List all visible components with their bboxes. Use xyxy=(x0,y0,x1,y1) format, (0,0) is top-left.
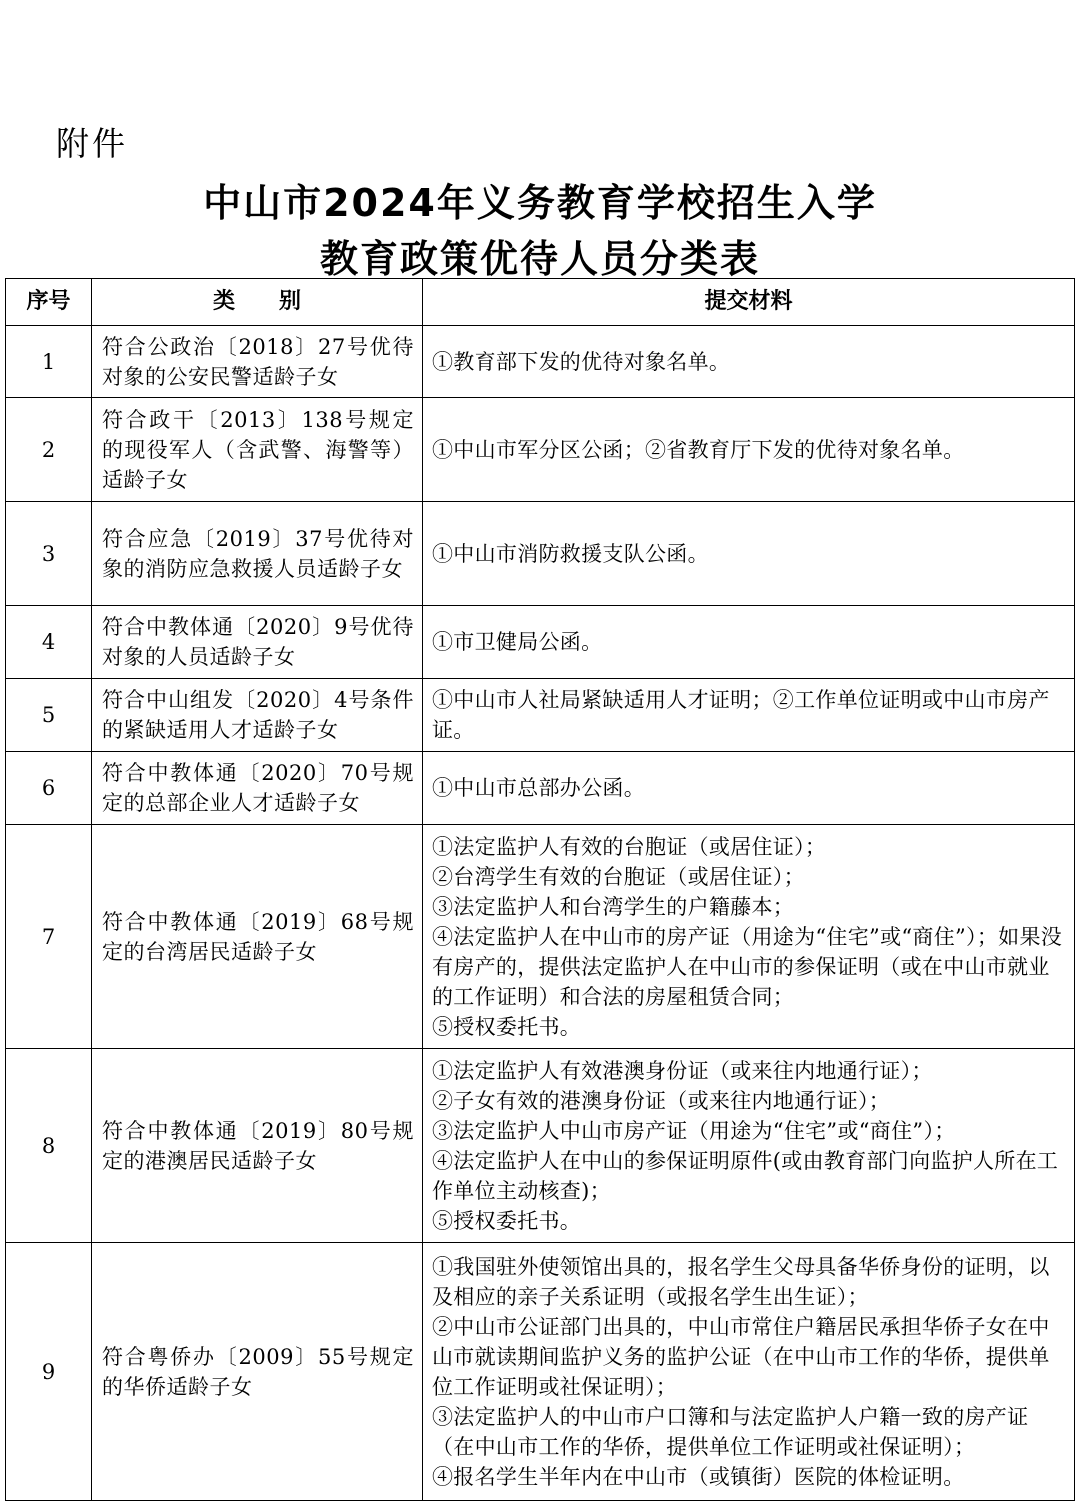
table-row xyxy=(6,825,1075,1049)
row-category: 符合中教体通〔2019〕80号规定的港澳居民适龄子女 xyxy=(92,1049,423,1243)
material-item: ①我国驻外使领馆出具的，报名学生父母具备华侨身份的证明，以及相应的亲子关系证明（或报名学生出生证）； xyxy=(432,1254,1050,1309)
row-category: 符合中教体通〔2020〕9号优待对象的人员适龄子女 xyxy=(92,606,423,679)
material-item: ①教育部下发的优待对象名单。 xyxy=(432,349,731,374)
row-materials xyxy=(423,606,1075,679)
material-item: ①法定监护人有效港澳身份证（或来往内地通行证）； xyxy=(432,1058,933,1083)
document-title-line1: 中山市2024年义务教育学校招生入学 xyxy=(203,181,877,225)
table-row xyxy=(6,398,1075,502)
material-item: ①中山市军分区公函；②省教育厅下发的优待对象名单。 xyxy=(432,437,965,462)
material-item: ①中山市消防救援支队公函。 xyxy=(432,541,709,566)
material-item: ③法定监护人的中山市户口簿和与法定监护人户籍一致的房产证（在中山市工作的华侨，提供单位工作证明或社保证明）； xyxy=(432,1404,1029,1459)
row-materials xyxy=(423,825,1075,1049)
attachment-label: 附件 xyxy=(56,124,128,163)
table-row xyxy=(6,606,1075,679)
header-materials: 提交材料 xyxy=(423,279,1075,326)
row-number: 1 xyxy=(6,326,92,398)
material-item: ④法定监护人在中山的参保证明原件(或由教育部门向监护人所在工作单位主动核查)； xyxy=(432,1148,1059,1203)
row-materials xyxy=(423,1049,1075,1243)
table-row xyxy=(6,679,1075,752)
row-materials xyxy=(423,679,1075,752)
policy-table xyxy=(5,278,1075,1501)
row-number: 3 xyxy=(6,502,92,606)
row-category: 符合中教体通〔2020〕70号规定的总部企业人才适龄子女 xyxy=(92,752,423,825)
row-number: 9 xyxy=(6,1243,92,1501)
table-row xyxy=(6,502,1075,606)
header-number: 序号 xyxy=(6,279,92,326)
material-item: ①法定监护人有效的台胞证（或居住证）； xyxy=(432,834,827,859)
material-item: ①中山市总部办公函。 xyxy=(432,776,645,800)
row-number: 6 xyxy=(6,752,92,825)
row-materials xyxy=(423,502,1075,606)
material-item: ⑤授权委托书。 xyxy=(432,1014,582,1039)
table-header-row xyxy=(6,279,1075,326)
row-materials xyxy=(423,752,1075,825)
material-item: ②台湾学生有效的台胞证（或居住证）； xyxy=(432,864,805,889)
row-materials xyxy=(423,326,1075,398)
row-number: 4 xyxy=(6,606,92,679)
material-item: ⑤授权委托书。 xyxy=(432,1208,582,1233)
material-item: ②子女有效的港澳身份证（或来往内地通行证）； xyxy=(432,1088,891,1113)
row-number: 2 xyxy=(6,398,92,502)
row-number: 5 xyxy=(6,679,92,752)
table-row xyxy=(6,1049,1075,1243)
row-category: 符合粤侨办〔2009〕55号规定的华侨适龄子女 xyxy=(92,1243,423,1501)
material-item: ③法定监护人和台湾学生的户籍藤本； xyxy=(432,894,795,919)
material-item: ①中山市人社局紧缺适用人才证明；②工作单位证明或中山市房产证。 xyxy=(432,688,1050,742)
material-item: ③法定监护人中山市房产证（用途为“住宅”或“商住”）； xyxy=(432,1118,956,1143)
material-item: ④法定监护人在中山市的房产证（用途为“住宅”或“商住”）；如果没有房产的，提供法定监护人在中山市的参保证明（或在中山市就业的工作证明）和合法的房屋租赁合同； xyxy=(432,924,1063,1009)
row-category: 符合公政治〔2018〕27号优待对象的公安民警适龄子女 xyxy=(92,326,423,398)
row-number: 7 xyxy=(6,825,92,1049)
row-materials xyxy=(423,398,1075,502)
table-row xyxy=(6,1243,1075,1501)
material-item: ④报名学生半年内在中山市（或镇街）医院的体检证明。 xyxy=(432,1464,965,1489)
table-row xyxy=(6,326,1075,398)
document-title-line2: 教育政策优待人员分类表 xyxy=(319,237,760,281)
row-category: 符合中山组发〔2020〕4号条件的紧缺适用人才适龄子女 xyxy=(92,679,423,752)
row-category: 符合应急〔2019〕37号优待对象的消防应急救援人员适龄子女 xyxy=(92,502,423,606)
material-item: ①市卫健局公函。 xyxy=(432,630,603,654)
table-row xyxy=(6,752,1075,825)
header-category: 类 别 xyxy=(92,279,423,326)
row-materials xyxy=(423,1243,1075,1501)
row-category: 符合政干〔2013〕138号规定的现役军人（含武警、海警等）适龄子女 xyxy=(92,398,423,502)
row-number: 8 xyxy=(6,1049,92,1243)
material-item: ②中山市公证部门出具的，中山市常住户籍居民承担华侨子女在中山市就读期间监护义务的监护公证（在中山市工作的华侨，提供单位工作证明或社保证明）； xyxy=(432,1314,1050,1399)
row-category: 符合中教体通〔2019〕68号规定的台湾居民适龄子女 xyxy=(92,825,423,1049)
